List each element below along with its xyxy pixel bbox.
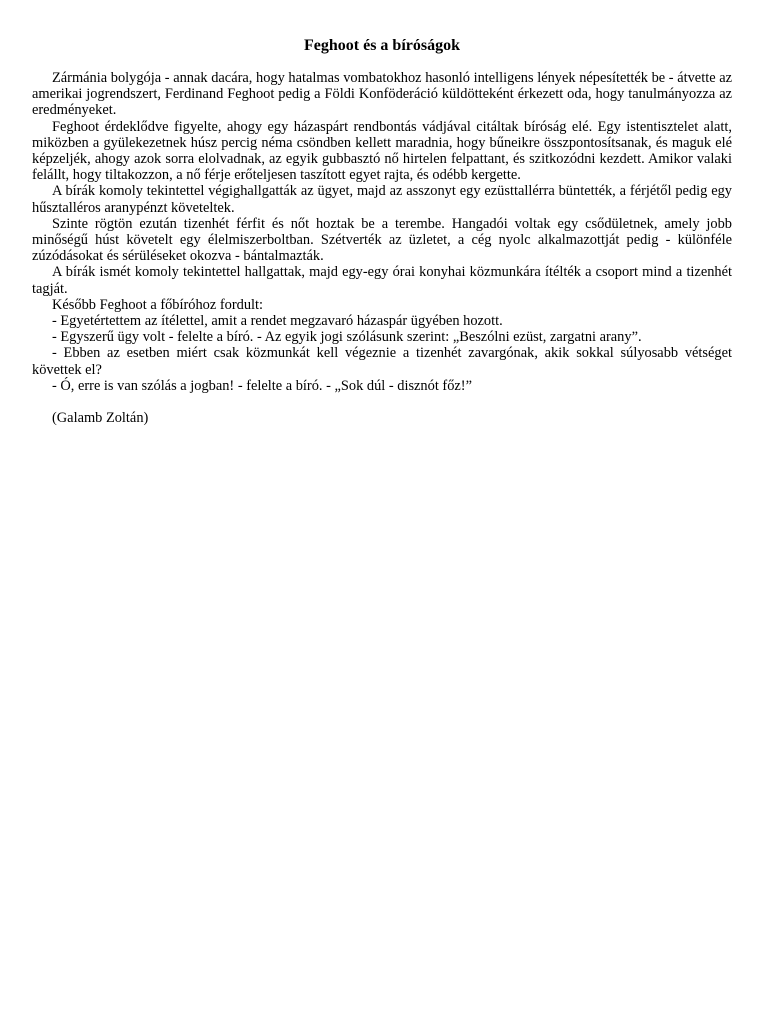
paragraph-3: A bírák komoly tekintettel végighallgatták az ügyet, majd az asszonyt egy ezüsttallérra büntették, a férjétől pedig egy hűsztalléros aranypénzt követeltek. bbox=[32, 183, 732, 216]
dialogue-line-1: - Egyetértettem az ítélettel, amit a rendet megzavaró házaspár ügyében hozott. bbox=[52, 313, 503, 330]
dialogue-line-4: - Ó, erre is van szólás a jogban! - felelte a bíró. - „Sok dúl - disznót főz!” bbox=[52, 377, 472, 394]
paragraph-4: Szinte rögtön ezután tizenhét férfit és nőt hoztak be a terembe. Hangadói voltak egy csődületnek, amely jobb minőségű húst követelt egy élelmiszerboltban. Szétverték az üzletet, a cég nyolc alkalmazottját pedig - különféle zúzódásokat és sérüléseket okozva - bántalmazták. bbox=[32, 215, 732, 265]
section-spacer bbox=[32, 394, 732, 410]
paragraph-5: A bírák ismét komoly tekintettel hallgattak, majd egy-egy órai konyhai közmunkára ítélték a csoport mind a tizenhét tagját. bbox=[32, 264, 732, 297]
dialogue-line-3: - Ebben az esetben miért csak közmunkát kell végeznie a tizenhét zavargónak, akik sokkal súlyosabb vétséget követtek el? bbox=[32, 345, 732, 378]
paragraph-6: Később Feghoot a főbíróhoz fordult: bbox=[52, 296, 264, 313]
paragraph-2: Feghoot érdeklődve figyelte, ahogy egy házaspárt rendbontás vádjával citáltak bíróság elé. Egy istentisztelet alatt, miközben a gyülekezetnek húsz percig néma csöndben kellett maradnia, hogy bűneikre összpontosítsanak, és maguk elé képzeljék, ahogy azok sorra elolvadnak, az egyik gubbasztó nő hirtelen felpattant, és szitkozódni kezdett. Amikor valaki felállt, hogy tiltakozzon, a nő férje erőteljesen taszított egyet rajta, és odébb kergette. bbox=[32, 118, 732, 184]
document-title: Feghoot és a bíróságok bbox=[304, 37, 460, 54]
document-page bbox=[32, 36, 732, 426]
author-credit: (Galamb Zoltán) bbox=[52, 410, 149, 427]
paragraph-1: Zármánia bolygója - annak dacára, hogy hatalmas vombatokhoz hasonló intelligens lények népesítették be - átvette az amerikai jogrendszert, Ferdinand Feghoot pedig a Földi Konföderáció küldötteként érkezett oda, hogy tanulmányozza az eredményeket. bbox=[32, 70, 732, 119]
dialogue-line-2: - Egyszerű ügy volt - felelte a bíró. - Az egyik jogi szólásunk szerint: „Beszólni ezüst, zargatni arany”. bbox=[52, 329, 642, 346]
